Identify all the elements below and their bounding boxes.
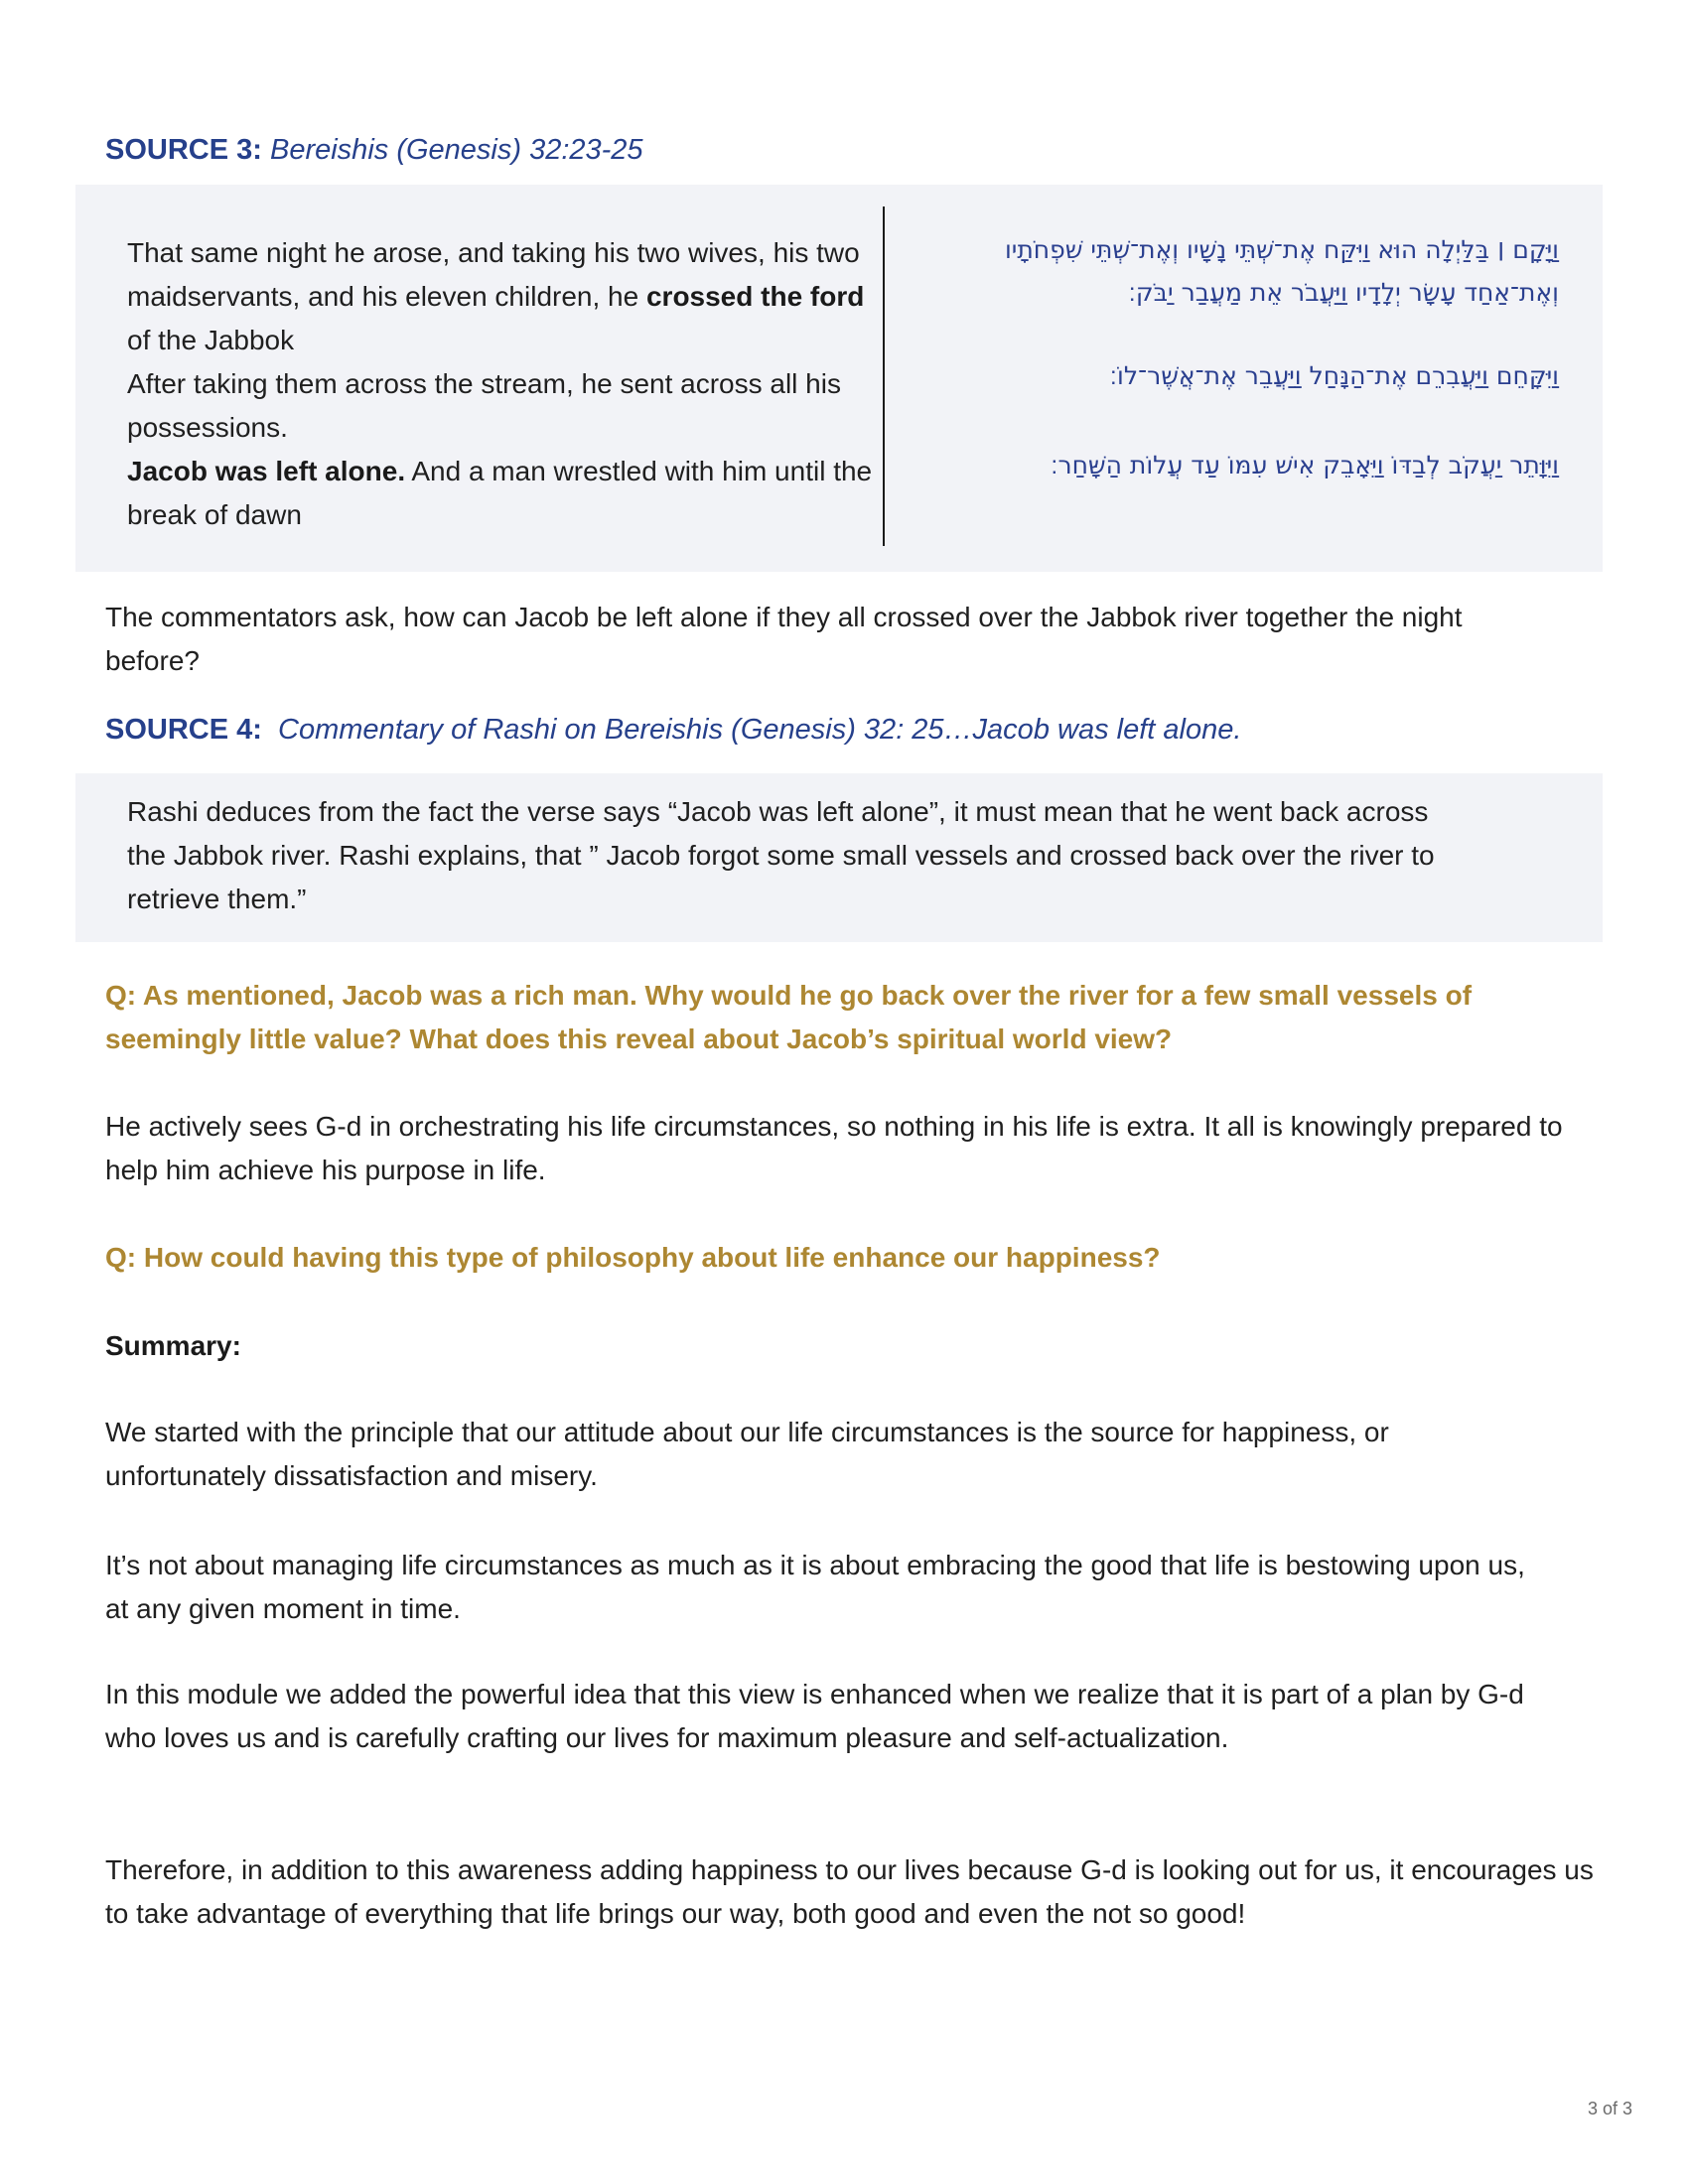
summary-paragraph: Therefore, in addition to this awareness adding happiness to our lives because G-d is looking out for us, it encourages us to take advantage of everything that life brings our way, both good and even the not so good! (105, 1854, 1594, 1929)
source4-label: SOURCE 4: (105, 714, 262, 746)
source4-heading (105, 708, 1241, 751)
answer-1: He actively sees G-d in orchestrating his life circumstances, so nothing in his life is extra. It all is knowingly prepared to help him achieve his purpose in life. (105, 1111, 1563, 1185)
column-divider (883, 206, 885, 546)
source3-english-verse-24: After taking them across the stream, he sent across all his possessions. (127, 368, 841, 443)
question-1: Q: As mentioned, Jacob was a rich man. Why would he go back over the river for a few small vessels of seemingly little value? What does this reveal about Jacob’s spiritual world view? (105, 980, 1473, 1054)
source3-reference: Bereishis (Genesis) 32:23-25 (269, 134, 643, 166)
source3-english (127, 231, 874, 537)
commentators-question: The commentators ask, how can Jacob be left alone if they all crossed over the Jabbok river together the night before? (105, 602, 1463, 676)
verse-emphasis: Jacob was left alone. (127, 456, 406, 486)
source3-english-verse-23 (127, 231, 874, 362)
source4-reference: Commentary of Rashi on Bereishis (Genesis) 32: 25…Jacob was left alone. (278, 714, 1242, 746)
summary-paragraph: We started with the principle that our attitude about our life circumstances is the source for happiness, or unfortunately dissatisfaction and misery. (105, 1417, 1389, 1491)
verse-text: of the Jabbok (127, 325, 295, 355)
summary-paragraph: In this module we added the powerful idea that this view is enhanced when we realize that it is part of a plan by G-d who loves us and is carefully crafting our lives for maximum pleasure and self-actualization. (105, 1679, 1524, 1753)
summary-paragraph: It’s not about managing life circumstances as much as it is about embracing the good that life is bestowing upon us, at any given moment in time. (105, 1550, 1525, 1624)
source3-label: SOURCE 3: (105, 134, 262, 166)
source3-english-verse-25 (127, 450, 874, 537)
verse-text: And a man wrestled with him until the break of dawn (127, 456, 873, 530)
summary-title: Summary: (105, 1330, 241, 1361)
verse-text: That same night he arose, and taking his two wives, his two maidservants, and his eleven children, he (127, 237, 860, 312)
source3-hebrew-verse-25: וַיִּוָּתֵר יַעֲקֹב לְבַדּוֹ וַיֵּאָבֵק אִישׁ עִמּוֹ עַד עֲלוֹת הַשָּׁחַר׃ (1051, 451, 1559, 479)
source3-hebrew-verse-23: וַיָּקָם ׀ בַּלַּיְלָה הוּא וַיִּקַּח אֶת־שְׁתֵּי נָשָׁיו וְאֶת־שְׁתֵּי שִׁפְחֹתָיו וְאֶת־אַחַד עָשָׂר יְלָדָיו וַיַּעֲבֹר אֵת מַעֲבַר יַבֹּק׃ (1004, 235, 1559, 307)
source4-text: Rashi deduces from the fact the verse says “Jacob was left alone”, it must mean that he went back across the Jabbok river. Rashi explains, that ” Jacob forgot some small vessels and crossed back over the river to retrieve them.” (127, 796, 1435, 914)
verse-emphasis: crossed the ford (645, 281, 865, 312)
page-number: 3 of 3 (1587, 2099, 1632, 2118)
source3-heading (105, 128, 643, 172)
question-2: Q: How could having this type of philosophy about life enhance our happiness? (105, 1242, 1161, 1273)
source3-hebrew-verse-24: וַיִּקָּחֵם וַיַּעֲבִרֵם אֶת־הַנָּחַל וַיַּעֲבֵר אֶת־אֲשֶׁר־לוֹ׃ (1109, 361, 1559, 390)
